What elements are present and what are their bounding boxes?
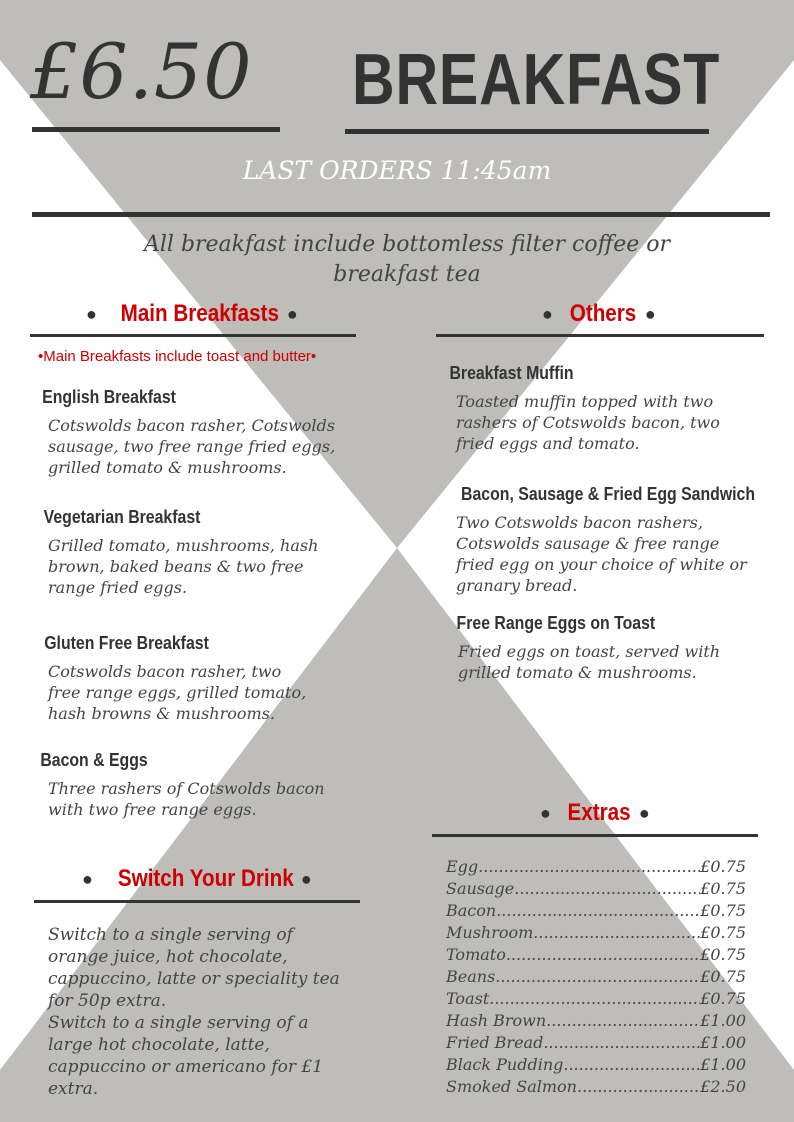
- extra-price: £1.00: [700, 1055, 746, 1074]
- price-underline: [32, 127, 280, 132]
- bullet-icon: ●: [644, 303, 656, 324]
- extras-list: [446, 856, 746, 1098]
- section-heading-text: Switch Your Drink: [117, 865, 294, 892]
- header-divider: [32, 212, 770, 217]
- menu-item-description: Two Cotswolds bacon rashers, Cotswolds sausage & free range fried egg on your choice of white or granary bread.: [456, 513, 747, 595]
- menu-item-description: Three rashers of Cotswolds bacon with two free range eggs.: [48, 779, 325, 819]
- price: £6.50: [30, 27, 253, 116]
- extra-row: [446, 1010, 746, 1032]
- extra-name: Bacon: [446, 901, 497, 920]
- menu-item-description: Toasted muffin topped with two rashers of Cotswolds bacon, two fried eggs and tomato.: [456, 392, 720, 453]
- extra-name: Smoked Salmon: [446, 1077, 577, 1096]
- extra-row: [446, 900, 746, 922]
- menu-item-name: Bacon, Sausage & Fried Egg Sandwich: [461, 484, 756, 504]
- bullet-icon: ●: [540, 802, 551, 823]
- extra-name: Beans: [446, 967, 496, 986]
- page-title: BREAKFAST: [352, 40, 721, 120]
- menu-item-name: Vegetarian Breakfast: [43, 507, 201, 527]
- bullet-icon: ●: [286, 303, 298, 324]
- switch-drink-text: Switch to a single serving of orange juice, hot chocolate, cappuccino, latte or speciality tea for 50p extra.: [48, 925, 340, 1011]
- menu-item-description: Fried eggs on toast, served with grilled tomato & mushrooms.: [458, 642, 721, 682]
- extra-row: [446, 856, 746, 878]
- section-heading-text: Extras: [567, 799, 631, 826]
- extras-heading: [540, 801, 650, 825]
- extra-price: £1.00: [700, 1033, 746, 1052]
- extra-price: £0.75: [700, 857, 746, 876]
- section-heading-text: Main Breakfasts: [120, 300, 279, 327]
- extra-price: £0.75: [700, 945, 746, 964]
- extra-price: £0.75: [700, 989, 746, 1008]
- menu-item-description: Cotswolds bacon rasher, two free range eggs, grilled tomato, hash browns & mushrooms.: [48, 662, 307, 723]
- extra-row: [446, 944, 746, 966]
- extra-row: [446, 878, 746, 900]
- last-orders: LAST ORDERS 11:45am: [242, 156, 552, 185]
- extra-row: [446, 966, 746, 988]
- extra-price: £0.75: [700, 967, 746, 986]
- extra-row: [446, 922, 746, 944]
- extra-row: [446, 1054, 746, 1076]
- extra-row: [446, 1076, 746, 1098]
- switch-drink-rule: [34, 900, 360, 903]
- bullet-icon: ●: [300, 868, 312, 889]
- menu-item-name: Bacon & Eggs: [40, 750, 148, 770]
- main-breakfasts-heading: [86, 302, 298, 326]
- extra-name: Mushroom: [446, 923, 534, 942]
- menu-item-name: Free Range Eggs on Toast: [456, 613, 656, 633]
- menu-item-description: Grilled tomato, mushrooms, hash brown, baked beans & two free range fried eggs.: [48, 536, 319, 597]
- bullet-icon: ●: [82, 868, 93, 889]
- others-heading: [542, 302, 656, 326]
- extra-price: £0.75: [700, 923, 746, 942]
- extra-price: £1.00: [700, 1011, 746, 1030]
- switch-drink-text: Switch to a single serving of a large hot chocolate, latte, cappuccino or americano for £1 extra.: [48, 1013, 324, 1099]
- section-heading-text: Others: [569, 300, 637, 327]
- main-breakfasts-note: •Main Breakfasts include toast and butter•: [38, 348, 317, 365]
- main-breakfasts-rule: [30, 334, 356, 337]
- others-rule: [436, 334, 764, 337]
- extra-name: Black Pudding: [446, 1055, 564, 1074]
- bullet-icon: ●: [542, 303, 553, 324]
- extra-name: Tomato: [446, 945, 506, 964]
- extra-name: Sausage: [446, 879, 515, 898]
- extra-name: Egg: [446, 857, 479, 876]
- title-underline: [345, 129, 709, 134]
- extra-price: £0.75: [700, 901, 746, 920]
- extra-row: [446, 988, 746, 1010]
- menu-item-description: Cotswolds bacon rasher, Cotswolds sausage, two free range fried eggs, grilled tomato & mushrooms.: [48, 416, 336, 477]
- extra-price: £2.50: [700, 1077, 746, 1096]
- coffee-note: All breakfast include bottomless filter coffee or breakfast tea: [143, 232, 670, 287]
- bullet-icon: ●: [638, 802, 650, 823]
- menu-item-name: Breakfast Muffin: [449, 363, 574, 383]
- extra-name: Fried Bread: [446, 1033, 544, 1052]
- extra-row: [446, 1032, 746, 1054]
- extra-name: Toast: [446, 989, 490, 1008]
- menu-item-name: Gluten Free Breakfast: [44, 633, 209, 653]
- bullet-icon: ●: [86, 303, 97, 324]
- switch-drink-heading: [82, 867, 312, 891]
- extra-price: £0.75: [700, 879, 746, 898]
- extras-rule: [432, 834, 758, 837]
- menu-item-name: English Breakfast: [42, 387, 176, 407]
- extra-name: Hash Brown: [446, 1011, 547, 1030]
